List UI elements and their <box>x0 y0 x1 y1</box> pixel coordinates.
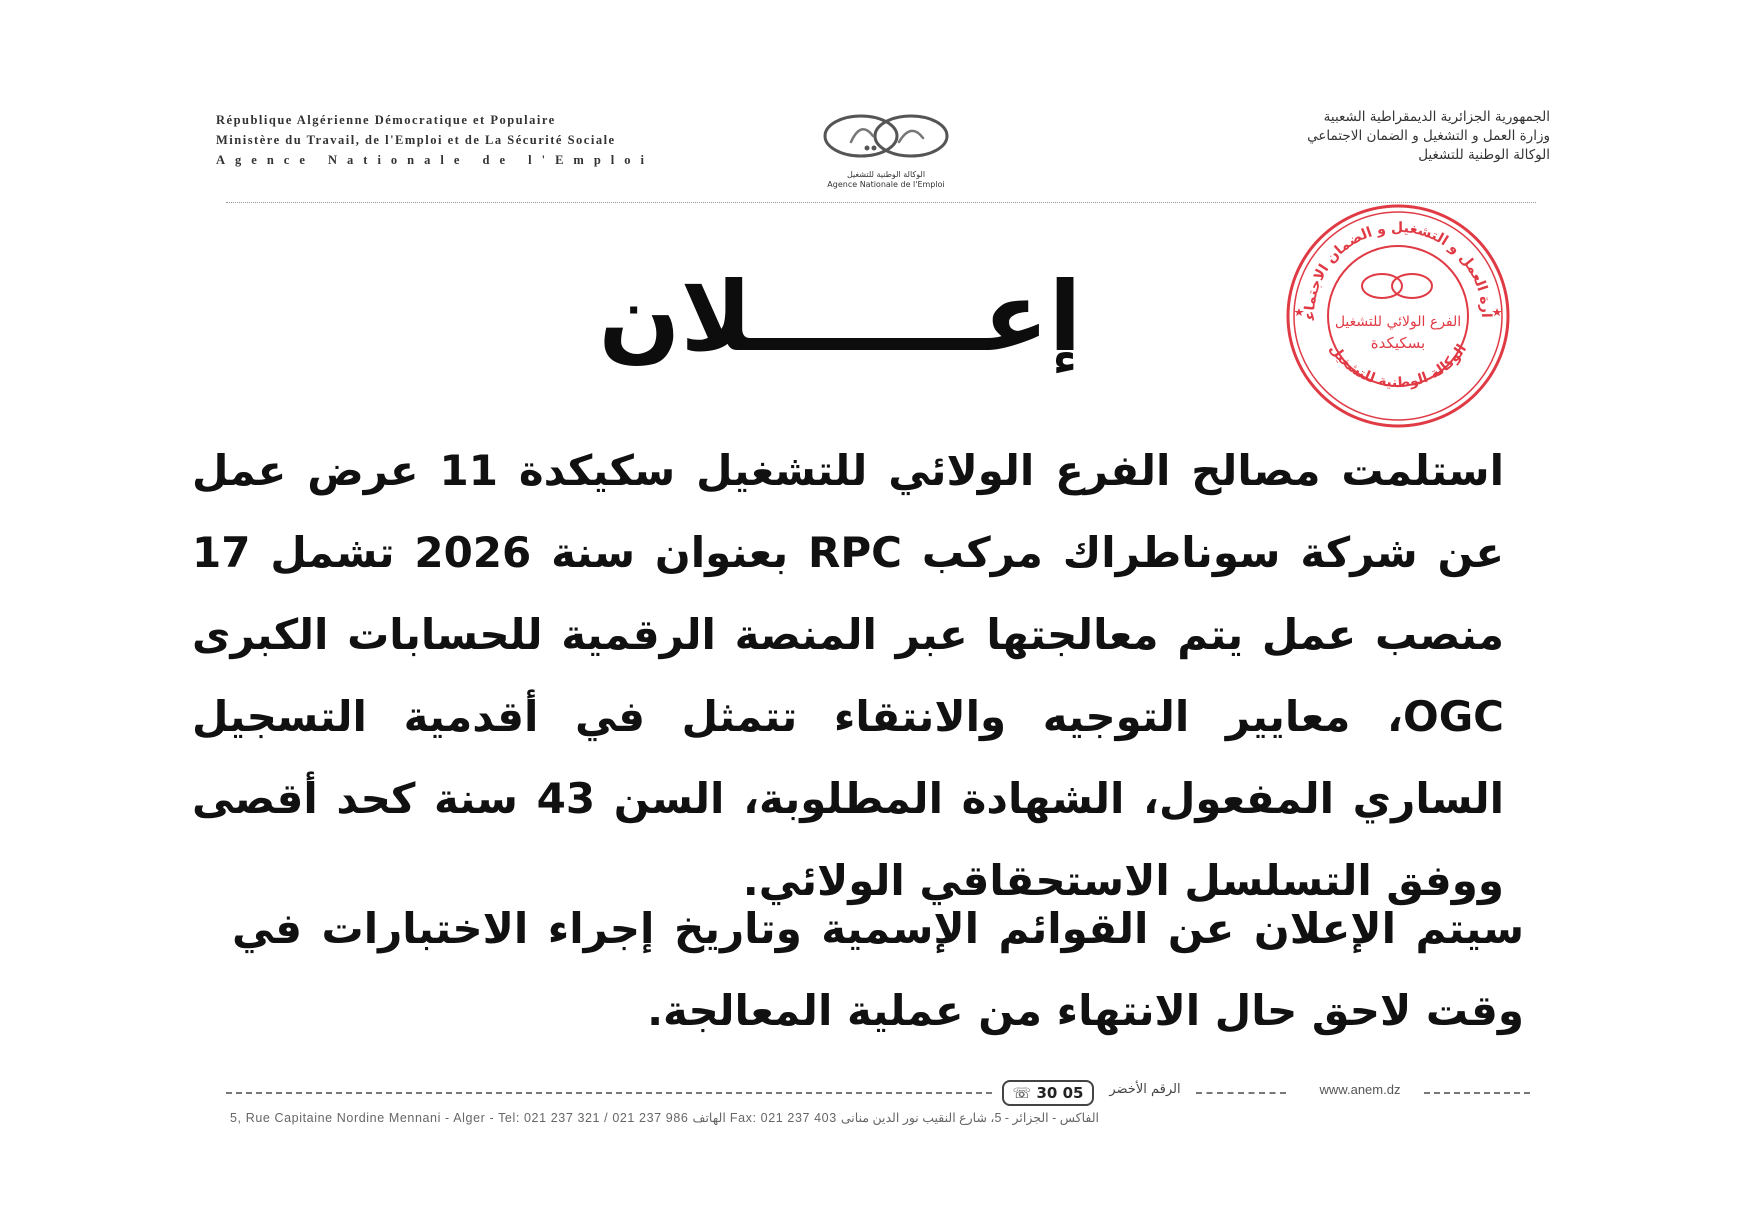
announcement-paragraph-1: استلمت مصالح الفرع الولائي للتشغيل سكيكدة 11 عرض عمل عن شركة سوناطراك مركب RPC بعنوان سنة 2026 تشمل 17 منصب عمل يتم معالجتها عبر المنصة الرقمية للحسابات الكبرى OGC، معايير التوجيه والانتقاء تتمثل في أقدمية التسجيل الساري المفعول، الشهادة المطلوبة، السن 43 سنة كحد أقصى ووفق التسلسل الاستحقاقي الولائي. <box>192 446 1505 905</box>
stamp-logo-icon <box>1362 274 1432 298</box>
footer-divider-right <box>1424 1092 1530 1094</box>
footer-divider-left <box>226 1092 992 1094</box>
anem-logo <box>796 104 976 190</box>
logo-caption-fr: Agence Nationale de l'Emploi <box>827 180 945 189</box>
logo-caption-ar: الوكالة الوطنية للتشغيل <box>846 170 926 179</box>
header-fr <box>216 110 756 170</box>
republic-name-ar: الجمهورية الجزائرية الديمقراطية الشعبية <box>1323 109 1550 125</box>
stamp-bottom-text: الوكالة الوطنية للتشغيل <box>1325 341 1471 392</box>
footer-divider-middle <box>1196 1092 1286 1094</box>
address-fr: 5, Rue Capitaine Nordine Mennani - Alger - Tel: 021 237 321 / 021 237 986 <box>230 1111 689 1125</box>
agency-name-ar: الوكالة الوطنية للتشغيل <box>1418 147 1550 163</box>
phone-icon: ☏ <box>1012 1084 1037 1102</box>
ministry-name-fr: Ministère du Travail, de l'Emploi et de La Sécurité Sociale <box>216 133 616 147</box>
stamp-outer-text: ارة العمل و التشغيل و الضمان الاجتماعي <box>1301 219 1495 321</box>
ministry-name-ar: وزارة العمل و التشغيل و الضمان الاجتماعي <box>1307 128 1550 144</box>
fax-number: Fax: 021 237 403 <box>729 1111 837 1125</box>
official-stamp <box>1282 200 1514 432</box>
website-link[interactable]: www.anem.dz <box>1319 1082 1401 1097</box>
stamp-center-line1: الفرع الولائي للتشغيل <box>1334 314 1462 330</box>
stamp-center-line2: بسكيكدة <box>1370 334 1426 352</box>
green-number-label: الرقم الأخضر <box>1109 1082 1181 1097</box>
anem-logo-icon <box>811 104 961 166</box>
announcement-paragraph-2: سيتم الإعلان عن القوائم الإسمية وتاريخ إجراء الاختبارات في وقت لاحق حال الانتهاء من عملية المعالجة. <box>232 904 1524 1035</box>
address-ar: الفاكس - الجزائر - 5، شارع النقيب نور الدين منانى <box>840 1111 1100 1125</box>
page-title: إعـــــــلان <box>598 261 1082 373</box>
agency-name-fr: Agence Nationale de l'Emploi <box>216 153 654 167</box>
footer-address <box>230 1110 1530 1125</box>
green-number: 30 05 <box>1036 1084 1084 1102</box>
phone-label-ar: الهاتف <box>692 1111 726 1125</box>
header-ar <box>990 108 1550 165</box>
green-number-badge <box>1002 1080 1094 1106</box>
republic-name-fr: République Algérienne Démocratique et Populaire <box>216 113 556 127</box>
